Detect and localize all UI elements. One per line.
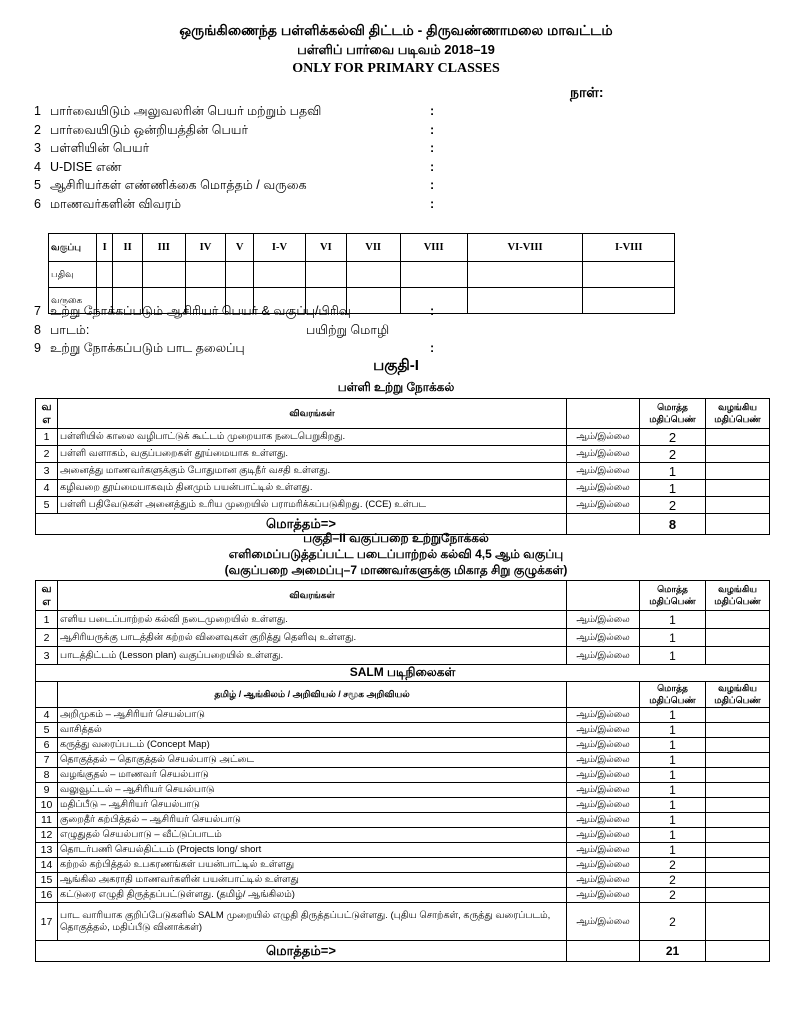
class-column-header: I: [97, 234, 113, 262]
given-score-cell[interactable]: [706, 723, 770, 738]
salm-title: SALM படிநிலைகள்: [36, 665, 770, 682]
: [36, 682, 58, 708]
class-table: [48, 233, 675, 314]
total-score: 21: [640, 941, 706, 962]
given-score-cell[interactable]: [706, 647, 770, 665]
class-column-header: VI: [305, 234, 346, 262]
table-row: [36, 813, 770, 828]
field-label: மாணவர்களின் விவரம்: [50, 196, 182, 211]
row-description: குறைதீர் கற்பித்தல் – ஆசிரியர் செயல்பாடு: [58, 813, 567, 828]
given-score-cell[interactable]: [706, 888, 770, 903]
yes-no-option[interactable]: ஆம்/இல்லை: [567, 858, 640, 873]
row-description: பள்ளி வளாகம், வகுப்பறைகள் தூய்மையாக உள்ளது.: [58, 446, 567, 463]
class-column-header: IV: [185, 234, 226, 262]
field-number: 3: [34, 141, 41, 155]
total-label: மொத்தம்=>: [36, 514, 567, 535]
given-score-cell[interactable]: [706, 629, 770, 647]
row-max-score: 1: [640, 828, 706, 843]
row-number: 7: [36, 753, 58, 768]
given-header: வழங்கிய மதிப்பெண்: [706, 399, 770, 429]
yes-no-option[interactable]: ஆம்/இல்லை: [567, 753, 640, 768]
info-field: [34, 160, 454, 178]
given-score-cell[interactable]: [706, 611, 770, 629]
class-count-cell[interactable]: [467, 288, 583, 314]
info-field: [34, 141, 454, 159]
salm-title-row: [36, 665, 770, 682]
table-row: [36, 611, 770, 629]
form-title: ஒருங்கிணைந்த பள்ளிக்கல்வி திட்டம் - திருவண்ணாமலை மாவட்டம்: [179, 22, 613, 38]
class-count-cell[interactable]: [467, 262, 583, 288]
class-column-header: VII: [346, 234, 400, 262]
yes-no-option[interactable]: ஆம்/இல்லை: [567, 647, 640, 665]
row-number: 5: [36, 723, 58, 738]
row-description: ஆசிரியருக்கு பாடத்தின் கற்றல் விளைவுகள் குறித்து தெளிவு உள்ளது.: [58, 629, 567, 647]
row-description: பாட வாரியாக குறிப்பேடுகளில் SALM முறையில் எழுதி திருத்தப்பட்டுள்ளது. (புதிய சொற்கள், கருத்து வரைப்படம், தொகுத்தல், மதிப்பீடு வினாக்கள்): [58, 903, 567, 941]
: [567, 941, 640, 962]
given-header: வழங்கிய மதிப்பெண்: [706, 682, 770, 708]
given-score-cell[interactable]: [706, 813, 770, 828]
given-score-cell[interactable]: [706, 463, 770, 480]
table-row: [36, 708, 770, 723]
field-number: 9: [34, 341, 41, 355]
row-max-score: 2: [640, 446, 706, 463]
row-max-score: 2: [640, 429, 706, 446]
field-colon: :: [430, 304, 435, 318]
row-number: 2: [36, 629, 58, 647]
class-count-cell[interactable]: [583, 288, 675, 314]
yes-no-option[interactable]: ஆம்/இல்லை: [567, 629, 640, 647]
class-column-header: V: [226, 234, 254, 262]
total-score: 8: [640, 514, 706, 535]
row-max-score: 1: [640, 753, 706, 768]
row-number: 14: [36, 858, 58, 873]
field-number: 7: [34, 304, 41, 318]
class-column-header: I-VIII: [583, 234, 675, 262]
yes-no-option[interactable]: ஆம்/இல்லை: [567, 723, 640, 738]
table-row: [36, 629, 770, 647]
given-score-cell[interactable]: [706, 783, 770, 798]
class-corner: வகுப்பு: [49, 234, 97, 262]
row-number: 16: [36, 888, 58, 903]
total-row: [36, 941, 770, 962]
field-label: பார்வையிடும் அலுவலரின் பெயர் மற்றும் பதவி: [50, 104, 322, 118]
field-number: 5: [34, 178, 41, 192]
given-score-cell[interactable]: [706, 843, 770, 858]
row-description: ஆங்கில அகராதி மாணவர்களின் பயன்பாட்டில் உள்ளது: [58, 873, 567, 888]
row-description: வாசித்தல்: [58, 723, 567, 738]
row-description: வழங்குதல் – மாணவர் செயல்பாடு: [58, 768, 567, 783]
row-max-score: 2: [640, 888, 706, 903]
yes-no-option[interactable]: ஆம்/இல்லை: [567, 843, 640, 858]
table-row: [36, 768, 770, 783]
field-colon: :: [430, 196, 435, 211]
part2-subtitle: எளிமைப்படுத்தப்பட்ட படைப்பாற்றல் கல்வி 4,5 ஆம் வகுப்பு: [228, 547, 564, 561]
class-row: [49, 262, 675, 288]
class-count-cell[interactable]: [400, 262, 467, 288]
row-number: 4: [36, 708, 58, 723]
row-description: அறிமுகம் – ஆசிரியர் செயல்பாடு: [58, 708, 567, 723]
row-description: பள்ளி பதிவேடுகள் அனைத்தும் உரிய முறையில் பராமரிக்கப்படுகிறது. (CCE) உள்பட: [58, 497, 567, 514]
given-total-cell[interactable]: [706, 941, 770, 962]
row-number: 12: [36, 828, 58, 843]
row-description: கழிவறை தூய்மையாகவும் தினமும் பயன்பாட்டில் உள்ளது.: [58, 480, 567, 497]
yes-no-option[interactable]: ஆம்/இல்லை: [567, 611, 640, 629]
given-score-cell[interactable]: [706, 858, 770, 873]
class-count-cell[interactable]: [583, 262, 675, 288]
field-colon: :: [430, 178, 435, 192]
row-description: தொகுத்தல் – தொகுத்தல் செயல்பாடு அட்டை: [58, 753, 567, 768]
class-count-cell[interactable]: [305, 262, 346, 288]
yes-no-option[interactable]: ஆம்/இல்லை: [567, 429, 640, 446]
field-label: பள்ளியின் பெயர்: [50, 141, 150, 155]
class-count-cell[interactable]: [142, 262, 185, 288]
yes-no-option[interactable]: ஆம்/இல்லை: [567, 497, 640, 514]
field-colon: :: [430, 104, 435, 118]
yes-no-option[interactable]: ஆம்/இல்லை: [567, 446, 640, 463]
yes-no-option[interactable]: ஆம்/இல்லை: [567, 783, 640, 798]
row-max-score: 1: [640, 813, 706, 828]
given-score-cell[interactable]: [706, 480, 770, 497]
class-row-label: பதிவு: [49, 262, 97, 288]
table-row: [36, 497, 770, 514]
field-label: உற்று நோக்கப்படும் ஆசிரியர் பெயர் & வகுப்பு/பிரிவு: [50, 304, 351, 318]
table-row: [36, 903, 770, 941]
table-row: [36, 828, 770, 843]
table-row: [36, 873, 770, 888]
given-score-cell[interactable]: [706, 798, 770, 813]
row-description: எளிய படைப்பாற்றல் கல்வி நடைமுறையில் உள்ளது.: [58, 611, 567, 629]
sno-header: வ எ: [36, 399, 58, 429]
row-description: தொடர்பணி செயல்திட்டம் (Projects long/ short: [58, 843, 567, 858]
row-number: 1: [36, 429, 58, 446]
class-count-cell[interactable]: [113, 262, 143, 288]
class-count-cell[interactable]: [97, 262, 113, 288]
given-header: வழங்கிய மதிப்பெண்: [706, 581, 770, 611]
class-column-header: III: [142, 234, 185, 262]
field-label: பார்வையிடும் ஒன்றியத்தின் பெயர்: [50, 122, 248, 137]
row-max-score: 2: [640, 873, 706, 888]
given-score-cell[interactable]: [706, 828, 770, 843]
field-number: 1: [34, 104, 41, 118]
row-max-score: 2: [640, 497, 706, 514]
field-colon: :: [430, 159, 435, 174]
row-max-score: 2: [640, 858, 706, 873]
yes-no-option[interactable]: ஆம்/இல்லை: [567, 903, 640, 941]
row-max-score: 1: [640, 738, 706, 753]
field-colon: :: [430, 122, 435, 137]
info-field: [34, 104, 454, 122]
info-field: [34, 304, 454, 322]
table-row: [36, 738, 770, 753]
row-description: கட்டுரை எழுதி திருத்தப்பட்டுள்ளது. (தமிழ்/ ஆங்கிலம்): [58, 888, 567, 903]
field-number: 2: [34, 122, 41, 137]
row-number: 11: [36, 813, 58, 828]
row-number: 15: [36, 873, 58, 888]
field-number: 8: [34, 322, 41, 337]
field-extra: பயிற்று மொழி: [306, 322, 390, 337]
row-max-score: 1: [640, 463, 706, 480]
total-header: மொத்த மதிப்பெண்: [640, 399, 706, 429]
yes-no-option[interactable]: ஆம்/இல்லை: [567, 480, 640, 497]
yes-no-option[interactable]: ஆம்/இல்லை: [567, 798, 640, 813]
class-count-cell[interactable]: [226, 262, 254, 288]
field-label: U-DISE எண்: [50, 159, 122, 174]
row-max-score: 1: [640, 647, 706, 665]
row-description: மதிப்பீடு – ஆசிரியர் செயல்பாடு: [58, 798, 567, 813]
yes-no-option[interactable]: ஆம்/இல்லை: [567, 828, 640, 843]
info-field: [34, 178, 454, 196]
given-score-cell[interactable]: [706, 873, 770, 888]
class-column-header: VI-VIII: [467, 234, 583, 262]
yes-no-option[interactable]: ஆம்/இல்லை: [567, 708, 640, 723]
row-number: 4: [36, 480, 58, 497]
field-number: 6: [34, 196, 41, 211]
date-label: நாள்:: [570, 84, 604, 100]
table-row: [36, 843, 770, 858]
field-number: 4: [34, 159, 41, 174]
row-number: 13: [36, 843, 58, 858]
field-colon: :: [430, 341, 435, 355]
class-count-cell[interactable]: [185, 262, 226, 288]
row-max-score: 1: [640, 768, 706, 783]
total-header: மொத்த மதிப்பெண்: [640, 581, 706, 611]
form-subtitle: பள்ளிப் பார்வை படிவம் 2018–19: [297, 42, 495, 57]
given-score-cell[interactable]: [706, 446, 770, 463]
class-column-header: VIII: [400, 234, 467, 262]
class-count-cell[interactable]: [346, 262, 400, 288]
table-row: [36, 798, 770, 813]
row-description: பள்ளியில் காலை வழிபாட்டுக் கூட்டம் முறையாக நடைபெறுகிறது.: [58, 429, 567, 446]
row-max-score: 2: [640, 903, 706, 941]
part2-table: [35, 580, 770, 962]
sno-header: வ எ: [36, 581, 58, 611]
class-count-cell[interactable]: [253, 262, 305, 288]
row-description: அனைத்து மாணவர்களுக்கும் போதுமான குடிநீர் வசதி உள்ளது.: [58, 463, 567, 480]
row-number: 9: [36, 783, 58, 798]
row-max-score: 1: [640, 708, 706, 723]
salm-header: தமிழ் / ஆங்கிலம் / அறிவியல் / சமூக அறிவியல்: [58, 682, 567, 708]
row-max-score: 1: [640, 629, 706, 647]
class-row-label: வருகை: [49, 288, 97, 314]
class-column-header: II: [113, 234, 143, 262]
row-max-score: 1: [640, 798, 706, 813]
desc-header: விவரங்கள்: [58, 581, 567, 611]
row-max-score: 1: [640, 480, 706, 497]
field-label: பாடம்:: [50, 322, 90, 337]
row-description: எழுதுதல் செயல்பாடு – வீட்டுப்பாடம்: [58, 828, 567, 843]
given-score-cell[interactable]: [706, 753, 770, 768]
form-scope: ONLY FOR PRIMARY CLASSES: [292, 61, 500, 76]
given-score-cell[interactable]: [706, 903, 770, 941]
table-row: [36, 480, 770, 497]
row-max-score: 1: [640, 723, 706, 738]
field-label: ஆசிரியர்கள் எண்ணிக்கை மொத்தம் / வருகை: [50, 178, 307, 192]
row-description: பாடத்திட்டம் (Lesson plan) வகுப்பறையில் உள்ளது.: [58, 647, 567, 665]
given-score-cell[interactable]: [706, 497, 770, 514]
row-number: 2: [36, 446, 58, 463]
row-number: 8: [36, 768, 58, 783]
part1-table: [35, 398, 770, 535]
: [567, 682, 640, 708]
yes-no-option[interactable]: ஆம்/இல்லை: [567, 463, 640, 480]
table-row: [36, 429, 770, 446]
total-header: மொத்த மதிப்பெண்: [640, 682, 706, 708]
info-field: [34, 323, 454, 341]
yes-no-option[interactable]: ஆம்/இல்லை: [567, 873, 640, 888]
row-description: கருத்து வரைப்படம் (Concept Map): [58, 738, 567, 753]
yes-no-option[interactable]: ஆம்/இல்லை: [567, 738, 640, 753]
part2-title: பகுதி–II வகுப்பறை உற்றுநோக்கல்: [303, 531, 489, 545]
given-score-cell[interactable]: [706, 429, 770, 446]
row-number: 3: [36, 647, 58, 665]
yes-no-option[interactable]: ஆம்/இல்லை: [567, 768, 640, 783]
class-column-header: I-V: [253, 234, 305, 262]
field-label: உற்று நோக்கப்படும் பாட தலைப்பு: [50, 341, 245, 355]
given-score-cell[interactable]: [706, 708, 770, 723]
table-row: [36, 783, 770, 798]
row-number: 3: [36, 463, 58, 480]
part1-title: பகுதி-I: [373, 357, 419, 374]
desc-header: விவரங்கள்: [58, 399, 567, 429]
row-max-score: 1: [640, 783, 706, 798]
row-number: 5: [36, 497, 58, 514]
row-description: வலுவூட்டல் – ஆசிரியர் செயல்பாடு: [58, 783, 567, 798]
row-max-score: 1: [640, 611, 706, 629]
row-max-score: 1: [640, 843, 706, 858]
row-number: 17: [36, 903, 58, 941]
yes-no-option[interactable]: ஆம்/இல்லை: [567, 888, 640, 903]
row-number: 6: [36, 738, 58, 753]
table-row: [36, 888, 770, 903]
row-number: 10: [36, 798, 58, 813]
field-colon: :: [430, 141, 435, 155]
table-row: [36, 723, 770, 738]
row-description: கற்றல் கற்பித்தல் உபகரணங்கள் பயன்பாட்டில் உள்ளது: [58, 858, 567, 873]
part2-subtitle2: (வகுப்பறை அமைப்பு–7 மாணவர்களுக்கு மிகாத சிறு குழுக்கள்): [224, 563, 568, 577]
table-row: [36, 463, 770, 480]
row-number: 1: [36, 611, 58, 629]
total-label: மொத்தம்=>: [36, 941, 567, 962]
part1-subtitle: பள்ளி உற்று நோக்கல்: [337, 380, 455, 394]
table-row: [36, 858, 770, 873]
given-score-cell[interactable]: [706, 738, 770, 753]
given-score-cell[interactable]: [706, 768, 770, 783]
table-row: [36, 753, 770, 768]
salm-header-row: [36, 682, 770, 708]
yes-no-option[interactable]: ஆம்/இல்லை: [567, 813, 640, 828]
table-row: [36, 446, 770, 463]
table-row: [36, 647, 770, 665]
info-field: [34, 197, 454, 215]
info-field: [34, 123, 454, 141]
